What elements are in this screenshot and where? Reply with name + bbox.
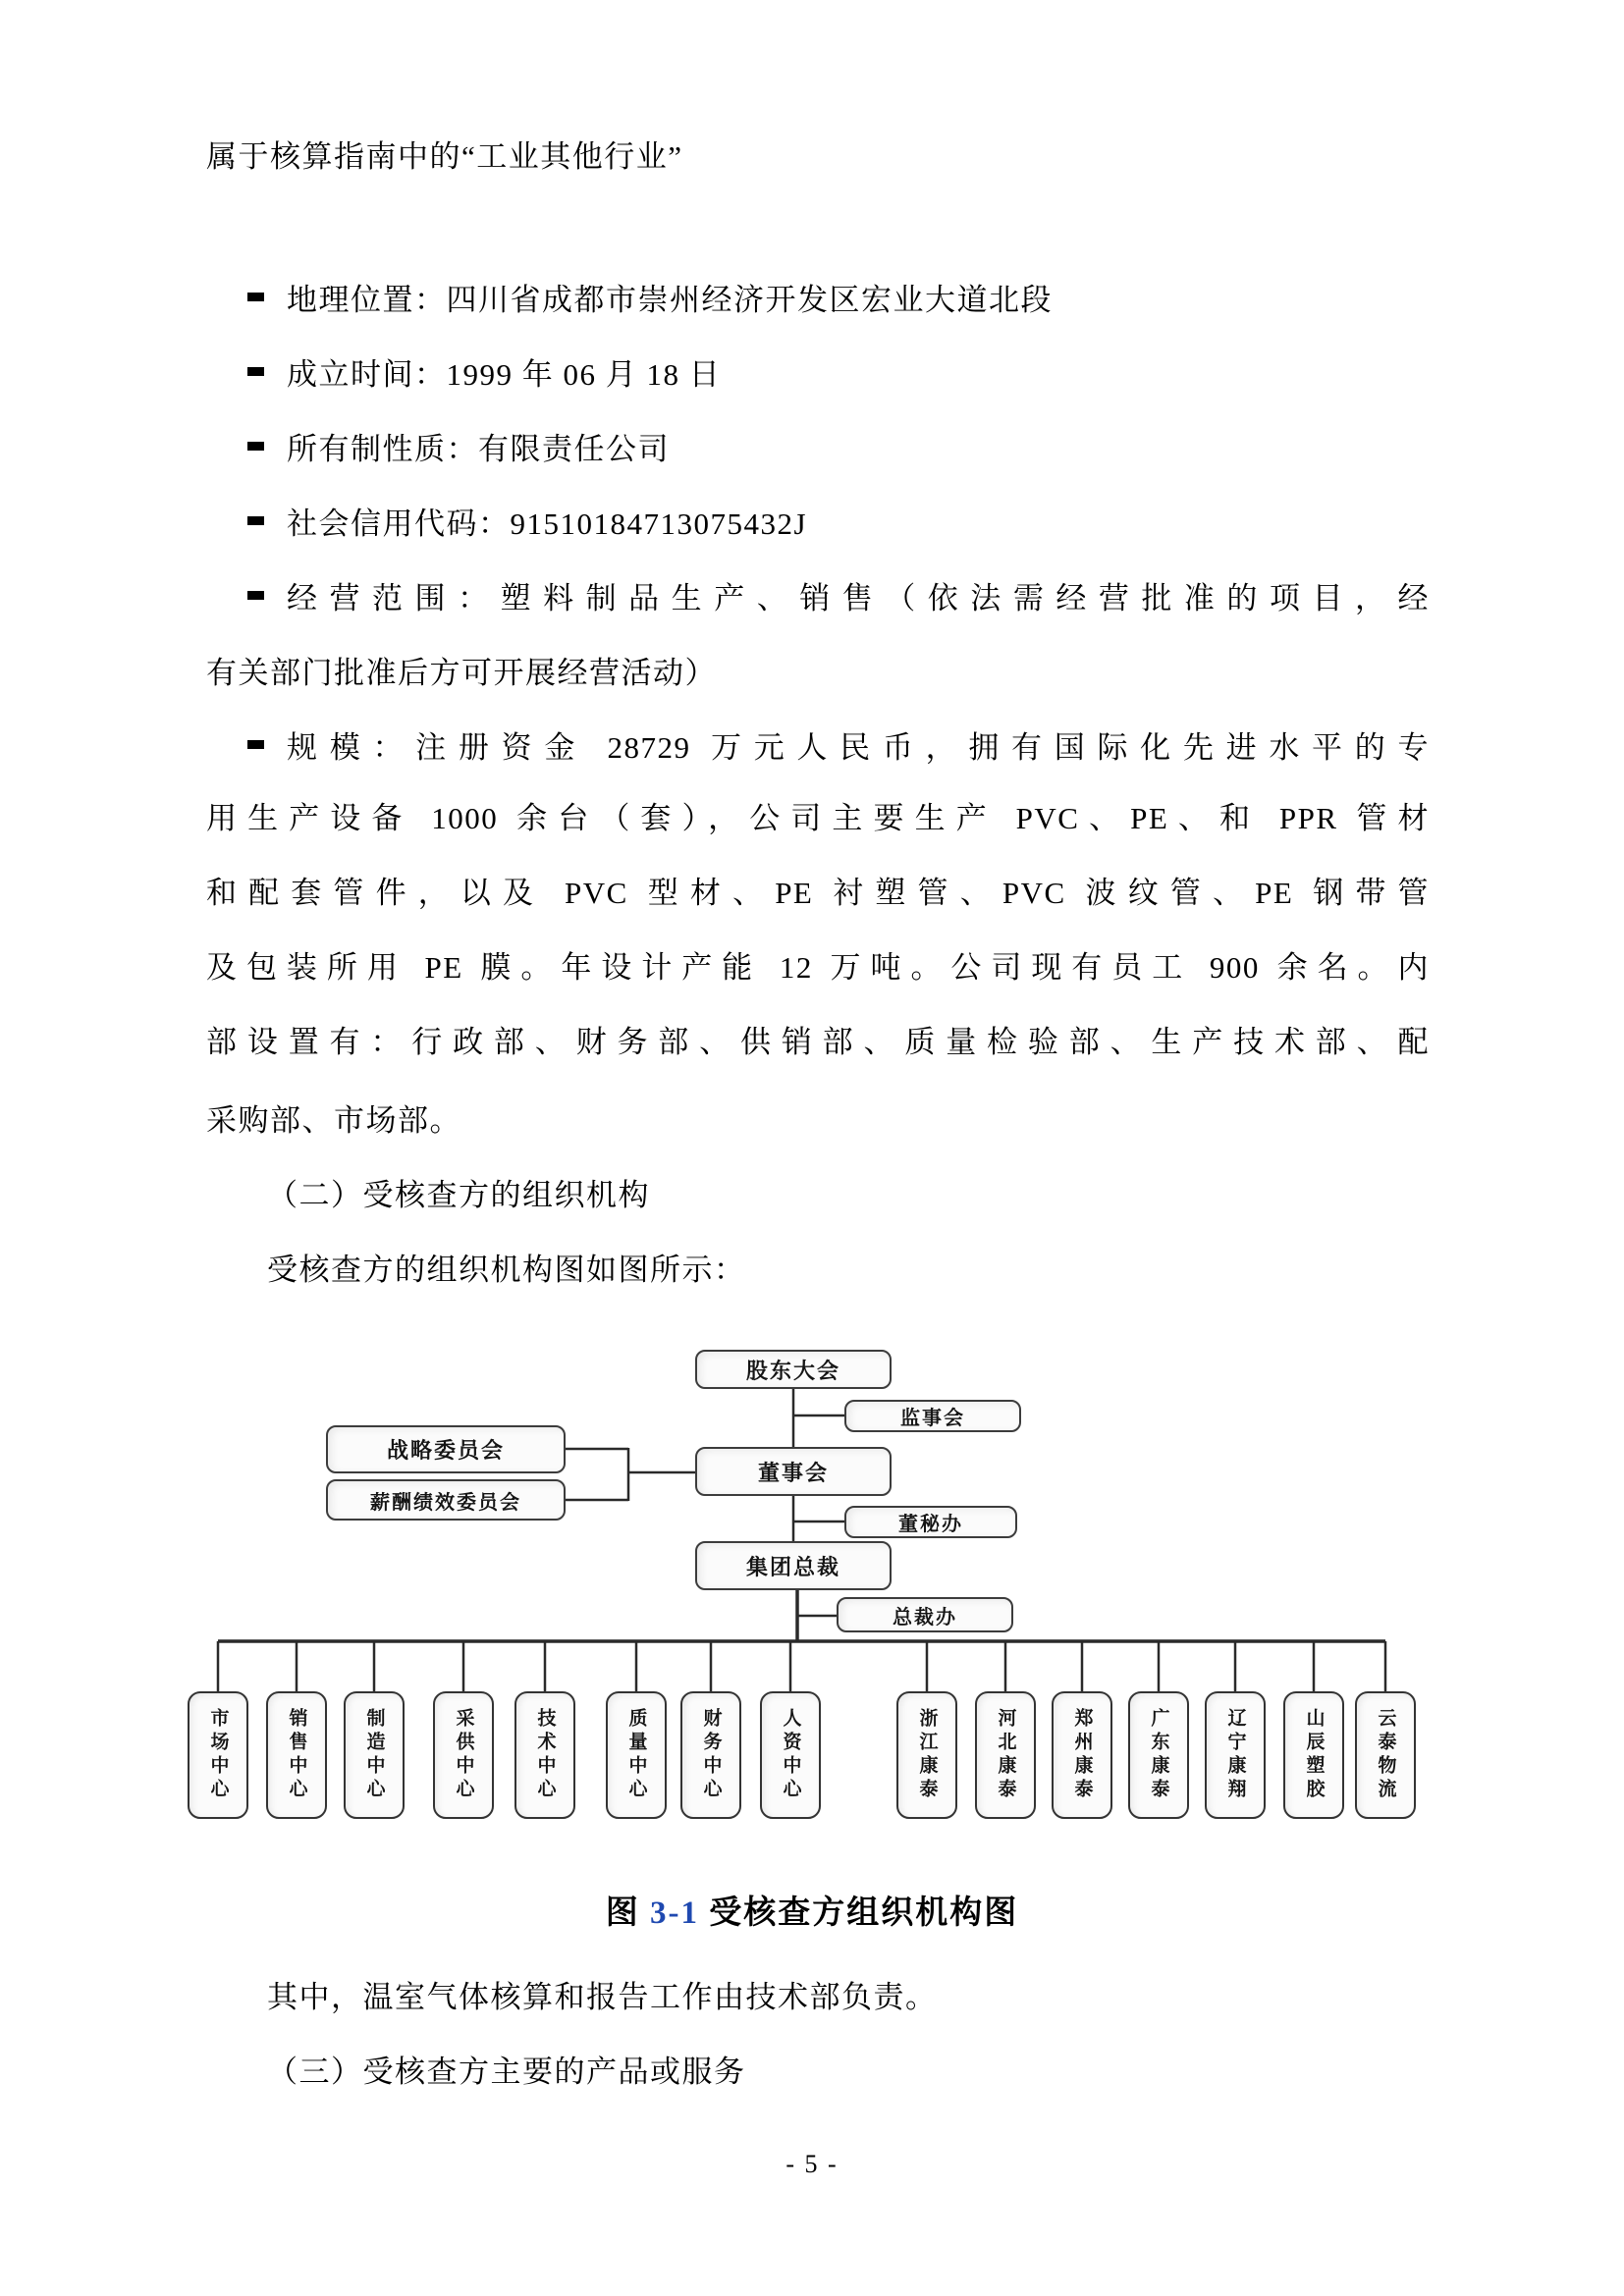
section-3-heading: （三）受核查方主要的产品或服务 bbox=[267, 2054, 746, 2089]
org-node-board-of-directors: 董事会 bbox=[695, 1447, 892, 1496]
figure-caption-prefix: 图 bbox=[605, 1896, 650, 1931]
org-node-group-president: 集团总裁 bbox=[695, 1541, 892, 1590]
org-node-supervisory-board: 监事会 bbox=[844, 1400, 1021, 1432]
scale-continuation-1: 用生产设备 1000 余台（套），公司主要生产 PVC、PE、和 PPR 管材 bbox=[206, 801, 1430, 835]
org-node-guangdong-kangtai: 广东康泰 bbox=[1128, 1691, 1189, 1819]
section-2-heading: （二）受核查方的组织机构 bbox=[267, 1177, 650, 1212]
bullet-founding-date: 成立时间：1999 年 06 月 18 日 bbox=[206, 334, 1430, 408]
scale-continuation-2: 和配套管件，以及 PVC 型材、PE 衬塑管、PVC 波纹管、PE 钢带管 bbox=[206, 876, 1430, 910]
org-node-zhengzhou-kangtai: 郑州康泰 bbox=[1052, 1691, 1112, 1819]
org-node-manufacturing-center: 制造中心 bbox=[344, 1691, 405, 1819]
bullet-scale: 规模：注册资金 28729 万元人民币，拥有国际化先进水平的专 bbox=[206, 707, 1430, 781]
org-node-finance-center: 财务中心 bbox=[680, 1691, 741, 1819]
bullet-ownership-type: 所有制性质：有限责任公司 bbox=[206, 408, 1430, 483]
org-node-shareholders-meeting: 股东大会 bbox=[695, 1350, 892, 1389]
square-bullet-icon bbox=[247, 442, 264, 451]
org-node-zhejiang-kangtai: 浙江康泰 bbox=[896, 1691, 957, 1819]
bullet-location: 地理位置：四川省成都市崇州经济开发区宏业大道北段 bbox=[206, 259, 1430, 334]
figure-caption-number: 3-1 bbox=[650, 1896, 699, 1931]
page-number: - 5 - bbox=[785, 2150, 839, 2178]
business-scope-continuation: 有关部门批准后方可开展经营活动） bbox=[206, 655, 717, 690]
figure-caption bbox=[0, 1887, 1624, 1933]
org-node-yuntai-logistics: 云泰物流 bbox=[1355, 1691, 1416, 1819]
org-node-procurement-center: 采供中心 bbox=[433, 1691, 494, 1819]
org-node-board-secretary-office: 董秘办 bbox=[844, 1506, 1017, 1538]
bullet-credit-code: 社会信用代码：91510184713075432J bbox=[206, 483, 1430, 558]
org-node-president-office: 总裁办 bbox=[837, 1597, 1013, 1632]
org-node-shanchen-plastics: 山辰塑胶 bbox=[1283, 1691, 1344, 1819]
org-node-strategy-committee: 战略委员会 bbox=[326, 1425, 566, 1473]
org-node-compensation-committee: 薪酬绩效委员会 bbox=[326, 1479, 566, 1521]
square-bullet-icon bbox=[247, 367, 264, 376]
square-bullet-icon bbox=[247, 293, 264, 301]
square-bullet-icon bbox=[247, 740, 264, 749]
scale-continuation-3: 及包装所用 PE 膜。年设计产能 12 万吨。公司现有员工 900 余名。内 bbox=[206, 950, 1430, 985]
scale-continuation-4: 部设置有：行政部、财务部、供销部、质量检验部、生产技术部、配 bbox=[206, 1025, 1430, 1059]
org-node-quality-center: 质量中心 bbox=[606, 1691, 667, 1819]
bullet-business-scope: 经营范围：塑料制品生产、销售（依法需经营批准的项目，经 bbox=[206, 558, 1430, 632]
figure-caption-suffix: 受核查方组织机构图 bbox=[699, 1896, 1019, 1931]
ghg-responsibility-note: 其中，温室气体核算和报告工作由技术部负责。 bbox=[267, 1979, 938, 2014]
scale-continuation-5: 采购部、市场部。 bbox=[206, 1102, 461, 1138]
square-bullet-icon bbox=[247, 591, 264, 600]
org-node-technology-center: 技术中心 bbox=[514, 1691, 575, 1819]
org-node-hebei-kangtai: 河北康泰 bbox=[975, 1691, 1036, 1819]
org-node-sales-center: 销售中心 bbox=[266, 1691, 327, 1819]
square-bullet-icon bbox=[247, 516, 264, 525]
organization-chart bbox=[147, 1320, 1463, 1841]
org-node-marketing-center: 市场中心 bbox=[188, 1691, 248, 1819]
closing-text bbox=[206, 1956, 1430, 2106]
orgchart-intro-line: 受核查方的组织机构图如图所示： bbox=[267, 1252, 746, 1287]
intro-line: 属于核算指南中的“工业其他行业” bbox=[206, 138, 683, 174]
body-text bbox=[206, 116, 1430, 1304]
org-node-hr-center: 人资中心 bbox=[760, 1691, 821, 1819]
org-node-liaoning-kangxiang: 辽宁康翔 bbox=[1205, 1691, 1266, 1819]
